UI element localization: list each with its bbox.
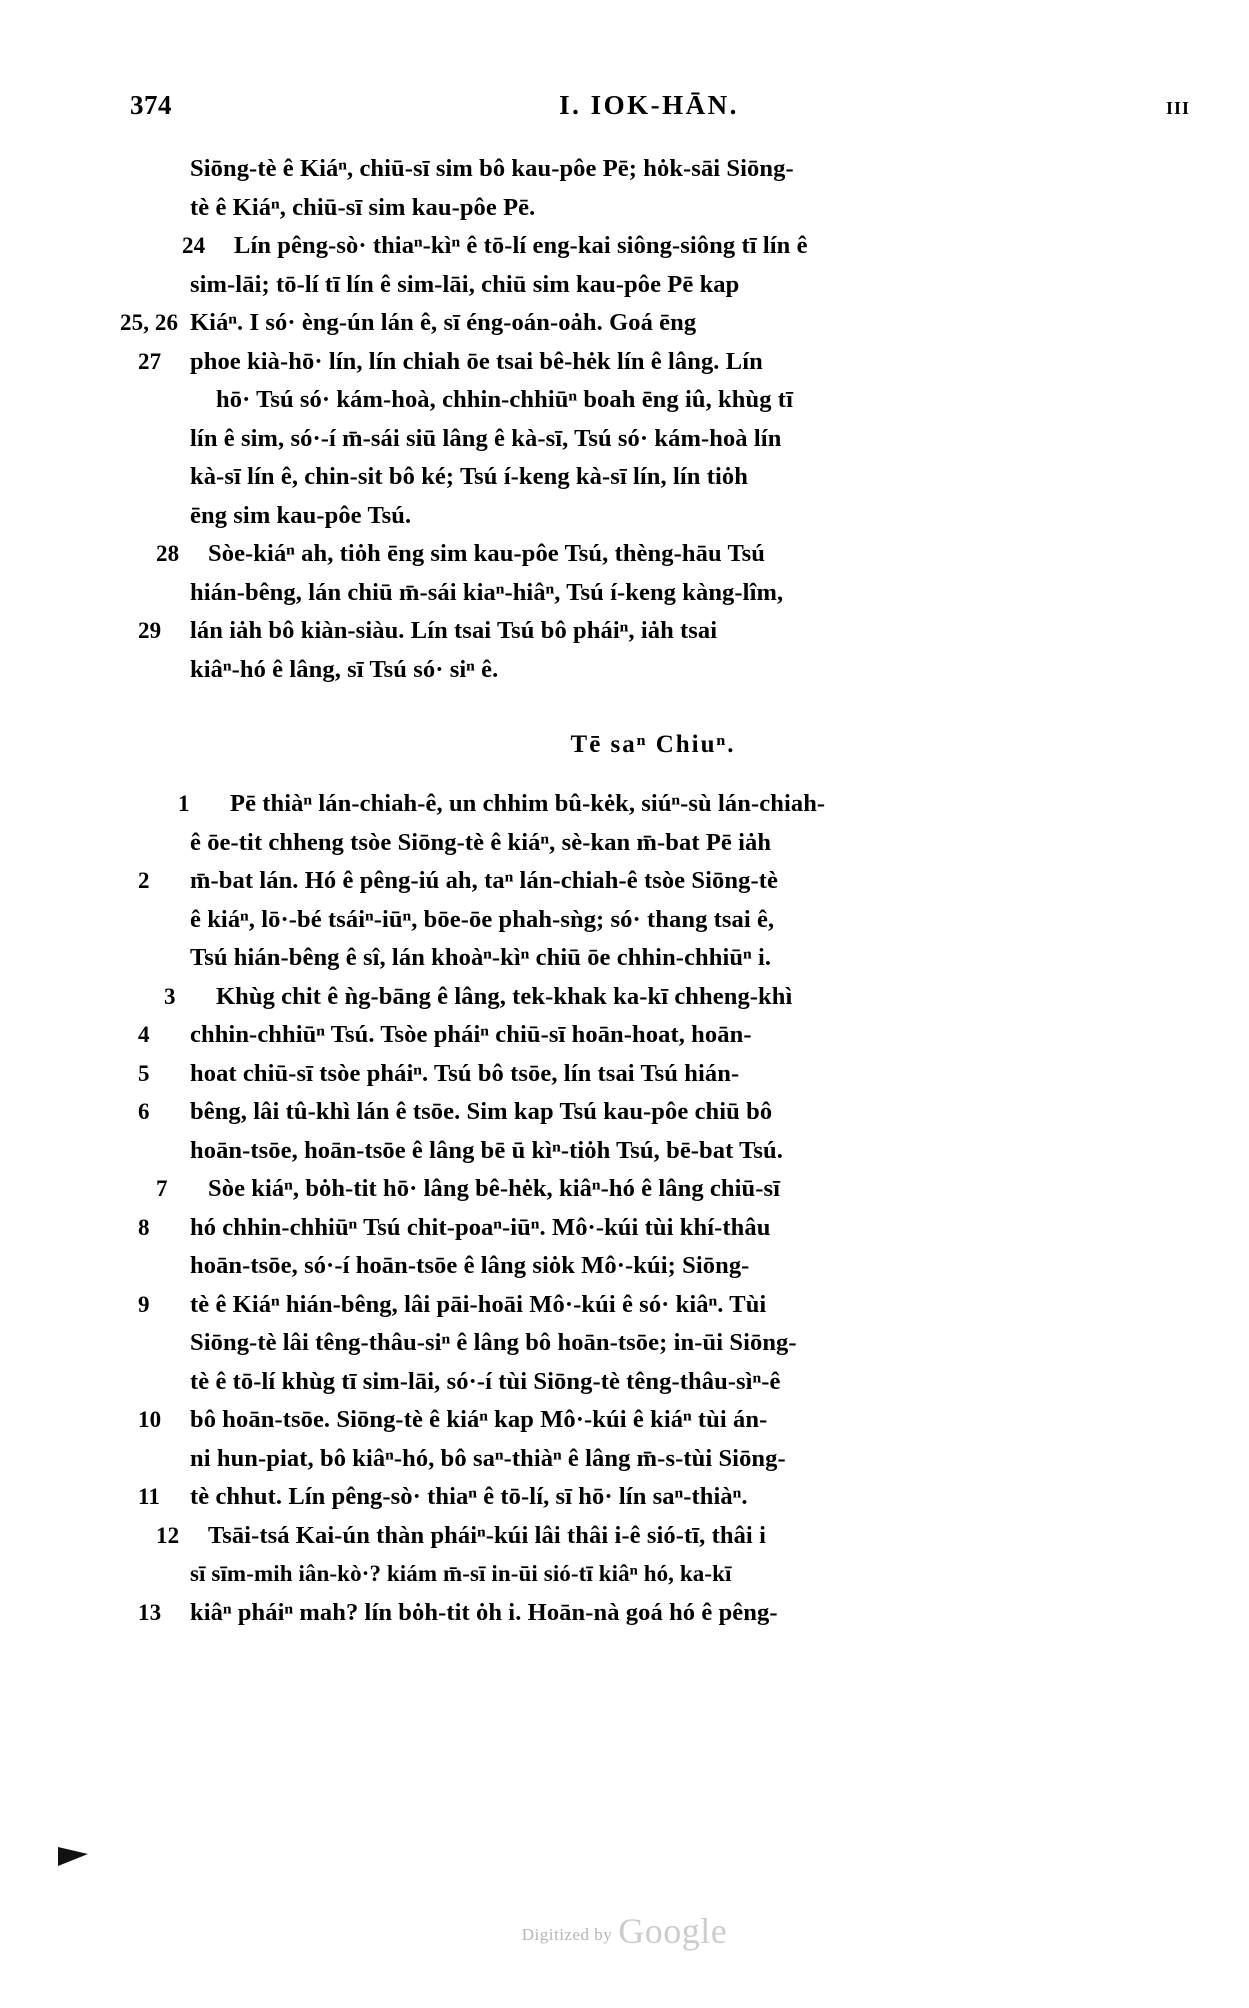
- text-line: [190, 939, 1168, 978]
- text-line: [120, 304, 1168, 343]
- text-line: [190, 1324, 1168, 1363]
- text-line: [138, 1093, 1168, 1132]
- text-line: [190, 458, 1168, 497]
- line-text: phoe kià-hō· lín, lín chiah ōe tsai bê-hėk lín ê lâng. Lín: [190, 347, 763, 375]
- line-text: hoat chiū-sī tsòe pháiⁿ. Tsú bô tsōe, lín tsai Tsú hián-: [190, 1059, 740, 1087]
- verse-number: 4: [138, 1022, 150, 1047]
- line-text: Lín pêng-sò· thiaⁿ-kìⁿ ê tō-lí eng-kai siông-siông tī lín ê: [234, 232, 808, 259]
- line-text: hō· Tsú só· kám-hoà, chhin-chhiūⁿ boah ēng iû, khùg tī: [216, 386, 793, 413]
- google-wordmark: Google: [618, 1911, 728, 1951]
- text-line: [190, 1555, 1168, 1594]
- paragraph-block-1: [138, 785, 1168, 1632]
- text-line: [190, 189, 1168, 228]
- line-text: chhin-chhiūⁿ Tsú. Tsòe pháiⁿ chiū-sī hoān-hoat, hoān-: [190, 1021, 752, 1048]
- verse-number: 1: [178, 791, 190, 816]
- digitization-watermark: [0, 1910, 1249, 1952]
- line-text: bêng, lâi tû-khì lán ê tsōe. Sim kap Tsú kau-pôe chiū bô: [190, 1098, 773, 1125]
- line-text: Sòe kiáⁿ, bȯh-tit hō· lâng bê-hėk, kiâⁿ-hó ê lâng chiū-sī: [208, 1175, 781, 1202]
- text-line: [138, 1016, 1168, 1055]
- verse-number: 7: [156, 1176, 168, 1201]
- text-line: [156, 1517, 1168, 1556]
- line-text: hó chhin-chhiūⁿ Tsú chit-poaⁿ-iūⁿ. Mô·-kúi tùi khí-thâu: [190, 1213, 771, 1241]
- text-line: [190, 1363, 1168, 1402]
- line-text: tè ê Kiáⁿ, chiū-sī sim kau-pôe Pē.: [190, 193, 536, 221]
- verse-number: 5: [138, 1060, 150, 1086]
- line-text: Tsú hián-bêng ê sî, lán khoàⁿ-kìⁿ chiū ōe chhin-chhiūⁿ i.: [190, 944, 772, 971]
- scan-artifact-mark: [58, 1843, 98, 1865]
- verse-number: 28: [156, 541, 180, 566]
- line-text: tè ê tō-lí khùg tī sim-lāi, só·-í tùi Siōng-tè têng-thâu-sìⁿ-ê: [190, 1367, 781, 1395]
- text-line: [190, 150, 1168, 189]
- line-text: hián-bêng, lán chiū m̄-sái kiaⁿ-hiâⁿ, Tsú í-keng kàng-lîm,: [190, 578, 784, 606]
- paragraph-block-0: [120, 150, 1168, 689]
- line-text: lán iȧh bô kiàn-siàu. Lín tsai Tsú bô pháiⁿ, iȧh tsai: [190, 617, 718, 644]
- text-line: [178, 785, 1168, 824]
- text-column: [120, 150, 1168, 1632]
- verse-number: 25, 26: [120, 310, 179, 335]
- verse-number: 11: [138, 1484, 160, 1509]
- page-header: [130, 90, 1190, 121]
- line-text: ēng sim kau-pôe Tsú.: [190, 501, 412, 529]
- text-line: [138, 1594, 1168, 1633]
- line-text: kiâⁿ pháiⁿ mah? lín bȯh-tit ȯh i. Hoān-nà goá hó ê pêng-: [190, 1598, 778, 1626]
- page-number: 374: [130, 90, 172, 120]
- verse-number: 3: [164, 983, 176, 1009]
- line-text: Kiáⁿ. I só· èng-ún lán ê, sī éng-oán-oȧh. Goá ēng: [190, 309, 697, 336]
- text-line: [138, 1401, 1168, 1440]
- text-line: [138, 1478, 1168, 1517]
- section-heading: Tē saⁿ Chiuⁿ.: [570, 731, 736, 758]
- text-line: [138, 1286, 1168, 1325]
- line-text: Khùg chit ê ǹg-bāng ê lâng, tek-khak ka-kī chheng-khì: [216, 982, 793, 1010]
- verse-number: 27: [138, 348, 162, 374]
- verse-number: 13: [138, 1599, 162, 1625]
- line-text: kiâⁿ-hó ê lâng, sī Tsú só· siⁿ ê.: [190, 655, 499, 683]
- text-line: [190, 824, 1168, 863]
- line-text: ê kiáⁿ, lō·-bé tsáiⁿ-iūⁿ, bōe-ōe phah-sǹg; só· thang tsai ê,: [190, 905, 775, 933]
- text-line: [138, 1209, 1168, 1248]
- text-line: [190, 1440, 1168, 1479]
- line-text: ni hun-piat, bô kiâⁿ-hó, bô saⁿ-thiàⁿ ê lâng m̄-s-tùi Siōng-: [190, 1444, 786, 1472]
- running-title: I. IOK-HĀN.: [559, 90, 739, 120]
- text-line: [190, 651, 1168, 690]
- text-line: [138, 343, 1168, 382]
- line-text: Tsāi-tsá Kai-ún thàn pháiⁿ-kúi lâi thâi i-ê sió-tī, thâi i: [208, 1521, 766, 1549]
- text-line: [164, 978, 1168, 1017]
- text-line: [190, 497, 1168, 536]
- text-line: [190, 1132, 1168, 1171]
- line-text: ê ōe-tit chheng tsòe Siōng-tè ê kiáⁿ, sè-kan m̄-bat Pē iȧh: [190, 828, 772, 856]
- line-text: hoān-tsōe, hoān-tsōe ê lâng bē ū kìⁿ-tiȯh Tsú, bē-bat Tsú.: [190, 1136, 783, 1164]
- digitized-by-label: Digitized by: [521, 1925, 613, 1944]
- line-text: bô hoān-tsōe. Siōng-tè ê kiáⁿ kap Mô·-kúi ê kiáⁿ tùi án-: [190, 1406, 768, 1433]
- line-text: Sòe-kiáⁿ ah, tiȯh ēng sim kau-pôe Tsú, thèng-hāu Tsú: [208, 540, 765, 567]
- text-line: [138, 862, 1168, 901]
- text-line: [190, 266, 1168, 305]
- verse-number: 29: [138, 618, 162, 643]
- verse-number: 8: [138, 1214, 150, 1240]
- text-line: [182, 227, 1168, 266]
- line-text: kà-sī lín ê, chin-sit bô ké; Tsú í-keng kà-sī lín, lín tiȯh: [190, 463, 748, 490]
- line-text: sim-lāi; tō-lí tī lín ê sim-lāi, chiū sim kau-pôe Pē kap: [190, 270, 740, 298]
- text-line: [190, 381, 1168, 420]
- verse-number: 24: [182, 233, 206, 258]
- line-text: hoān-tsōe, só·-í hoān-tsōe ê lâng siȯk Mô·-kúi; Siōng-: [190, 1252, 750, 1279]
- line-text: tè ê Kiáⁿ hián-bêng, lâi pāi-hoāi Mô·-kúi ê só· kiâⁿ. Tùi: [190, 1290, 767, 1318]
- verse-number: 9: [138, 1291, 150, 1317]
- line-text: tè chhut. Lín pêng-sò· thiaⁿ ê tō-lí, sī hō· lín saⁿ-thiàⁿ.: [190, 1483, 748, 1510]
- chapter-numeral: III: [1165, 98, 1190, 118]
- line-text: m̄-bat lán. Hó ê pêng-iú ah, taⁿ lán-chiah-ê tsòe Siōng-tè: [190, 867, 778, 894]
- verse-number: 12: [156, 1522, 180, 1548]
- text-line: [190, 420, 1168, 459]
- text-line: [190, 901, 1168, 940]
- text-line: [138, 1055, 1168, 1094]
- line-text: lín ê sim, só·-í m̄-sái siū lâng ê kà-sī, Tsú só· kám-hoà lín: [190, 424, 782, 452]
- line-text: Siōng-tè lâi têng-thâu-siⁿ ê lâng bô hoān-tsōe; in-ūi Siōng-: [190, 1329, 797, 1356]
- line-text: Pē thiàⁿ lán-chiah-ê, un chhim bû-kėk, siúⁿ-sù lán-chiah-: [230, 790, 826, 817]
- verse-number: 2: [138, 868, 150, 893]
- line-text: Siōng-tè ê Kiáⁿ, chiū-sī sim bô kau-pôe Pē; hȯk-sāi Siōng-: [190, 155, 794, 182]
- line-text: sī sīm-mih iân-kò·? kiám m̄-sī in-ūi sió-tī kiâⁿ hó, ka-kī: [190, 1561, 732, 1586]
- verse-number: 10: [138, 1407, 162, 1432]
- text-line: [190, 574, 1168, 613]
- verse-number: 6: [138, 1099, 150, 1124]
- text-line: [190, 1247, 1168, 1286]
- text-line: [138, 612, 1168, 651]
- text-line: [156, 535, 1168, 574]
- text-line: [156, 1170, 1168, 1209]
